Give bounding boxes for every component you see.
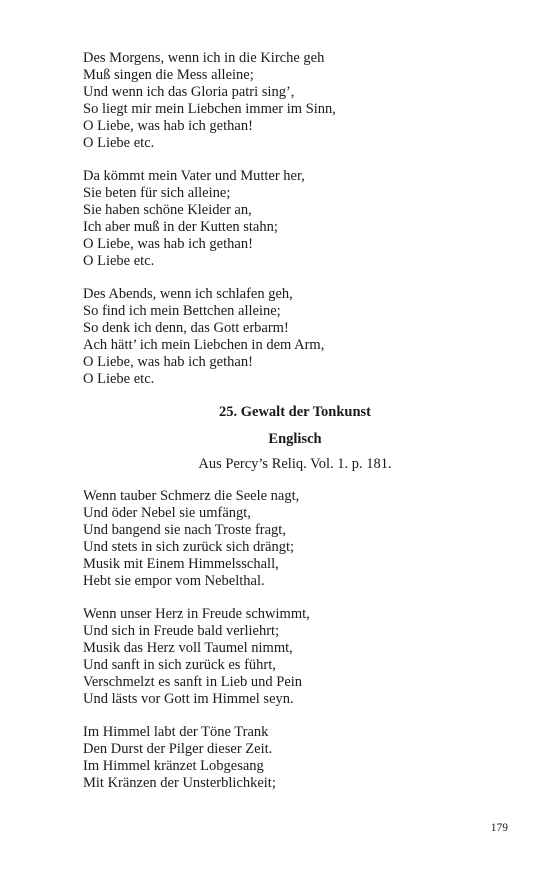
- verse-line: Und sanft in sich zurück es führt,: [83, 657, 276, 673]
- verse-line: O Liebe etc.: [83, 253, 155, 269]
- verse-line: O Liebe etc.: [83, 371, 155, 387]
- verse-line: So liegt mir mein Liebchen immer im Sinn,: [83, 101, 336, 117]
- stanza: [83, 606, 503, 708]
- verse-line: Und bangend sie nach Troste fragt,: [83, 522, 286, 538]
- verse-line: Sie beten für sich alleine;: [83, 185, 231, 201]
- verse-line: Musik das Herz voll Taumel nimmt,: [83, 640, 293, 656]
- verse-line: Und stets in sich zurück sich drängt;: [83, 539, 295, 555]
- poem-source: Aus Percy’s Reliq. Vol. 1. p. 181.: [198, 456, 392, 472]
- verse-line: Und sich in Freude bald verliehrt;: [83, 623, 280, 639]
- verse-line: Des Morgens, wenn ich in die Kirche geh: [83, 50, 325, 66]
- stanza: [83, 168, 503, 270]
- verse-line: Im Himmel kränzet Lobgesang: [83, 758, 264, 774]
- poem-previous-stanzas: [83, 50, 503, 388]
- verse-line: Und wenn ich das Gloria patri sing’,: [83, 84, 295, 100]
- verse-line: Verschmelzt es sanft in Lieb und Pein: [83, 674, 303, 690]
- verse-line: So denk ich denn, das Gott erbarm!: [83, 320, 289, 336]
- page-body: [83, 50, 503, 808]
- verse-line: So find ich mein Bettchen alleine;: [83, 303, 281, 319]
- poem-title: 25. Gewalt der Tonkunst: [218, 404, 372, 420]
- verse-line: Wenn unser Herz in Freude schwimmt,: [83, 606, 310, 622]
- stanza: [83, 286, 503, 388]
- verse-line: Da kömmt mein Vater und Mutter her,: [83, 168, 305, 184]
- page-number: 179: [490, 822, 508, 834]
- stanza: [83, 50, 503, 152]
- verse-line: Mit Kränzen der Unsterblichkeit;: [83, 775, 276, 791]
- verse-line: O Liebe etc.: [83, 135, 155, 151]
- poem-stanzas: [83, 488, 503, 792]
- verse-line: Musik mit Einem Himmelsschall,: [83, 556, 279, 572]
- verse-line: Hebt sie empor vom Nebelthal.: [83, 573, 265, 589]
- verse-line: Wenn tauber Schmerz die Seele nagt,: [83, 488, 300, 504]
- stanza: [83, 488, 503, 590]
- verse-line: Ich aber muß in der Kutten stahn;: [83, 219, 278, 235]
- verse-line: O Liebe, was hab ich gethan!: [83, 354, 253, 370]
- verse-line: Den Durst der Pilger dieser Zeit.: [83, 741, 273, 757]
- verse-line: Im Himmel labt der Töne Trank: [83, 724, 269, 740]
- verse-line: Sie haben schöne Kleider an,: [83, 202, 252, 218]
- verse-line: O Liebe, was hab ich gethan!: [83, 118, 253, 134]
- verse-line: Des Abends, wenn ich schlafen geh,: [83, 286, 293, 302]
- verse-line: Und öder Nebel sie umfängt,: [83, 505, 251, 521]
- verse-line: Muß singen die Mess alleine;: [83, 67, 254, 83]
- verse-line: Und lästs vor Gott im Himmel seyn.: [83, 691, 294, 707]
- poem-origin: Englisch: [268, 431, 322, 447]
- stanza: [83, 724, 503, 792]
- verse-line: Ach hätt’ ich mein Liebchen in dem Arm,: [83, 337, 325, 353]
- verse-line: O Liebe, was hab ich gethan!: [83, 236, 253, 252]
